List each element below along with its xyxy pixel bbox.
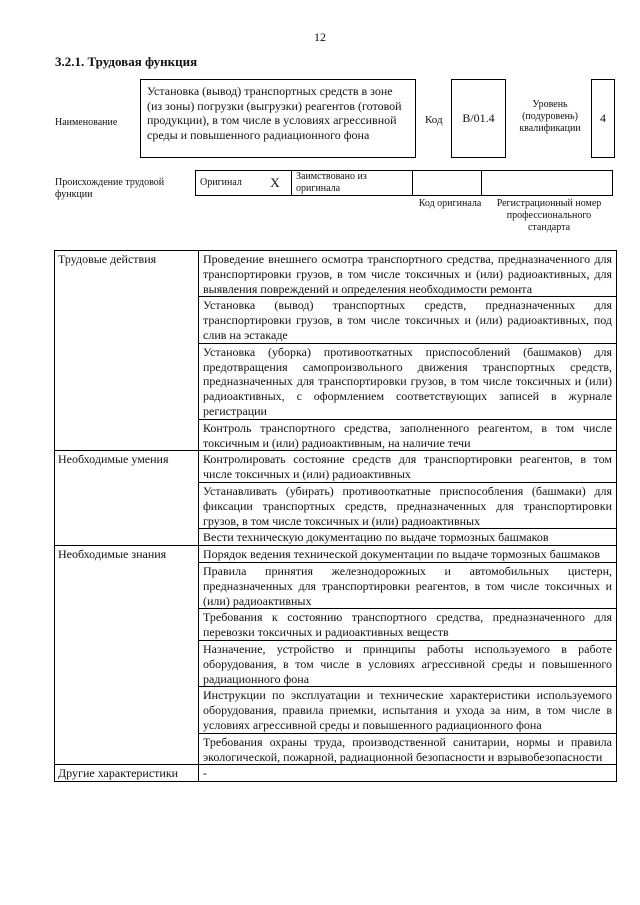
section-title: 3.2.1. Трудовая функция (55, 54, 198, 69)
origin-table (195, 170, 613, 196)
level-label: Уровень (подуровень) квалификации (519, 99, 581, 134)
section-item: Правила принятия железнодорожных и автомобильных цистерн, предназначенных для транспортировки реагентов, в том числе токсичных и (или) радиоактивных (199, 562, 617, 608)
section-item: Вести техническую документацию по выдаче тормозных башмаков (199, 529, 617, 546)
origin-label: Происхождение трудовой функции (55, 177, 165, 200)
section-item: Инструкции по эксплуатации и технические характеристики используемого оборудования, правила приемки, испытания и ухода за ним, в том числе в условиях агрессивной среды и повышенного радиационного фона (199, 687, 617, 733)
name-label: Наименование (55, 117, 118, 128)
section-item: Требования к состоянию транспортного средства, предназначенного для перевозки токсичных и радиоактивных веществ (199, 609, 617, 641)
page-number: 12 (314, 30, 326, 44)
section-label: Трудовые действия (55, 251, 199, 451)
section-label: Необходимые знания (55, 546, 199, 765)
section-item: - (199, 765, 617, 782)
section-item: Порядок ведения технической документации по выдаче тормозных башмаков (199, 546, 617, 563)
table-row (55, 251, 617, 297)
name-value: Установка (вывод) транспортных средств в зоне (из зоны) погрузки (выгрузки) реагентов (готовой продукции), в том числе в условиях агрессивной среды и повышенного радиационного фона (140, 79, 416, 158)
section-item: Контролировать состояние средств для транспортировки реагентов, в том числе токсичных и (или) радиоактивных (199, 451, 617, 483)
function-table (54, 250, 617, 782)
reg-caption: Регистрационный номер профессионального стандарта (496, 198, 602, 233)
level-value: 4 (591, 79, 615, 158)
section-item: Требования охраны труда, производственной санитарии, нормы и правила экологической, пожарной, радиационной безопасности и взрывобезопасности (199, 733, 617, 765)
table-row (55, 765, 617, 782)
borrowed-label: Заимствовано из оригинала (292, 171, 413, 196)
section-item: Проведение внешнего осмотра транспортного средства, предназначенного для транспортировки грузов, в том числе токсичных и (или) радиоактивных, для выявления повреждений и определения необходимости ремонта (199, 251, 617, 297)
section-item: Установка (вывод) транспортных средств, предназначенных для транспортировки грузов, в том числе токсичных и (или) радиоактивных, под слив на эстакаде (199, 297, 617, 343)
original-code-cell (413, 171, 482, 196)
original-label: Оригинал (196, 171, 260, 196)
section-label: Необходимые умения (55, 451, 199, 546)
section-item: Назначение, устройство и принципы работы используемого в работе оборудования, в том числе в условиях агрессивной среды и повышенного радиационного фона (199, 640, 617, 686)
code-label: Код (425, 114, 443, 126)
code-caption: Код оригинала (418, 198, 482, 209)
section-item: Устанавливать (убирать) противооткатные приспособления (башмаки) для фиксации транспортных средств, предназначенных для транспортировки грузов, в том числе токсичных и (или) радиоактивных (199, 482, 617, 528)
section-item: Контроль транспортного средства, заполненного реагентом, в том числе токсичным и (или) радиоактивным, на наличие течи (199, 419, 617, 451)
table-row (55, 546, 617, 563)
section-item: Установка (уборка) противооткатных приспособлений (башмаков) для предотвращения самопроизвольного движения транспортных средств, предназначенных для транспортировки грузов, в том числе токсичных и (или) радиоактивных, с оформлением соответствующих записей в журнале регистрации (199, 343, 617, 419)
section-label: Другие характеристики (55, 765, 199, 782)
original-mark: X (259, 171, 292, 196)
code-value: B/01.4 (451, 79, 506, 158)
table-row (55, 451, 617, 483)
reg-number-cell (482, 171, 613, 196)
